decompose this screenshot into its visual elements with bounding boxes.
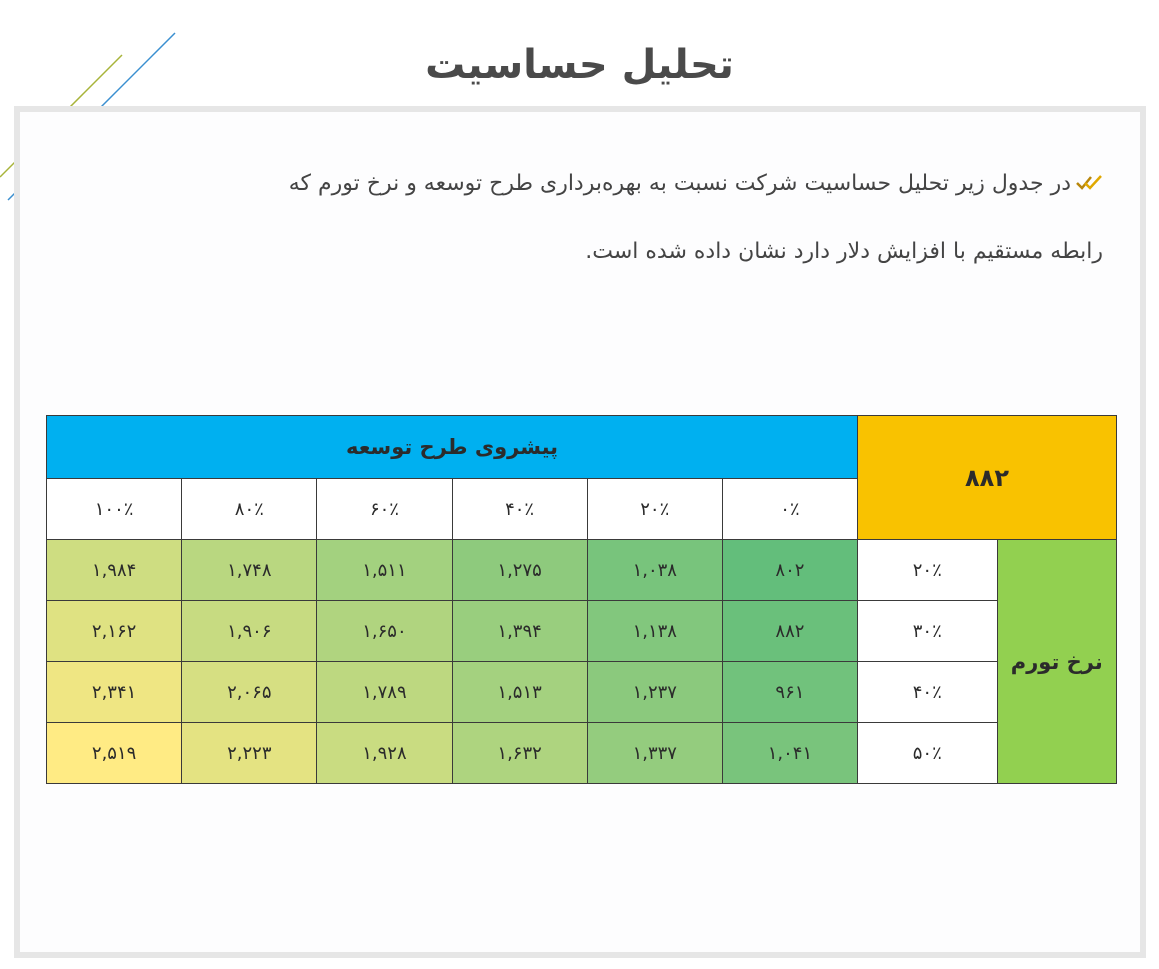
table-cell: ۹۶۱ (722, 662, 857, 723)
column-header: ۴۰٪ (452, 479, 587, 540)
table-cell: ۱,۵۱۱ (317, 540, 452, 601)
corner-base-value: ۸۸۲ (858, 416, 1117, 540)
row-header: ۴۰٪ (858, 662, 998, 723)
column-header: ۰٪ (722, 479, 857, 540)
table-row (47, 723, 1117, 784)
table-cell: ۱,۹۸۴ (47, 540, 182, 601)
table-cell: ۲,۳۴۱ (47, 662, 182, 723)
column-group-header: پیشروی طرح توسعه (47, 416, 858, 479)
sensitivity-table (46, 415, 1117, 784)
table-cell: ۲,۰۶۵ (182, 662, 317, 723)
row-header: ۲۰٪ (858, 540, 998, 601)
table-cell: ۱,۰۳۸ (587, 540, 722, 601)
intro-line-1: در جدول زیر تحلیل حساسیت شرکت نسبت به بهره‌برداری طرح توسعه و نرخ تورم که (288, 171, 1071, 196)
table-cell: ۲,۱۶۲ (47, 601, 182, 662)
column-header: ۲۰٪ (587, 479, 722, 540)
double-check-icon (1075, 150, 1103, 218)
table-cell: ۱,۹۲۸ (317, 723, 452, 784)
table-cell: ۱,۷۴۸ (182, 540, 317, 601)
table-cell: ۱,۳۳۷ (587, 723, 722, 784)
table-cell: ۱,۷۸۹ (317, 662, 452, 723)
page-title: تحلیل حساسیت (425, 42, 734, 88)
table-row (47, 662, 1117, 723)
table-cell: ۱,۹۰۶ (182, 601, 317, 662)
table-cell: ۱,۰۴۱ (722, 723, 857, 784)
table-cell: ۱,۱۳۸ (587, 601, 722, 662)
table-cell: ۱,۲۷۵ (452, 540, 587, 601)
intro-paragraph (63, 150, 1103, 286)
table-cell: ۱,۵۱۳ (452, 662, 587, 723)
column-header: ۱۰۰٪ (47, 479, 182, 540)
table-cell: ۱,۶۳۲ (452, 723, 587, 784)
column-header: ۸۰٪ (182, 479, 317, 540)
intro-line-2: رابطه مستقیم با افزایش دلار دارد نشان داده شده است. (585, 239, 1103, 264)
table-cell: ۸۰۲ (722, 540, 857, 601)
table-cell: ۸۸۲ (722, 601, 857, 662)
column-header: ۶۰٪ (317, 479, 452, 540)
table-cell: ۱,۳۹۴ (452, 601, 587, 662)
table-cell: ۱,۲۳۷ (587, 662, 722, 723)
table-cell: ۲,۲۲۳ (182, 723, 317, 784)
row-header: ۵۰٪ (858, 723, 998, 784)
table-row (47, 540, 1117, 601)
table-cell: ۱,۶۵۰ (317, 601, 452, 662)
row-header: ۳۰٪ (858, 601, 998, 662)
row-group-header: نرخ تورم (997, 540, 1116, 784)
table-row (47, 601, 1117, 662)
table-cell: ۲,۵۱۹ (47, 723, 182, 784)
